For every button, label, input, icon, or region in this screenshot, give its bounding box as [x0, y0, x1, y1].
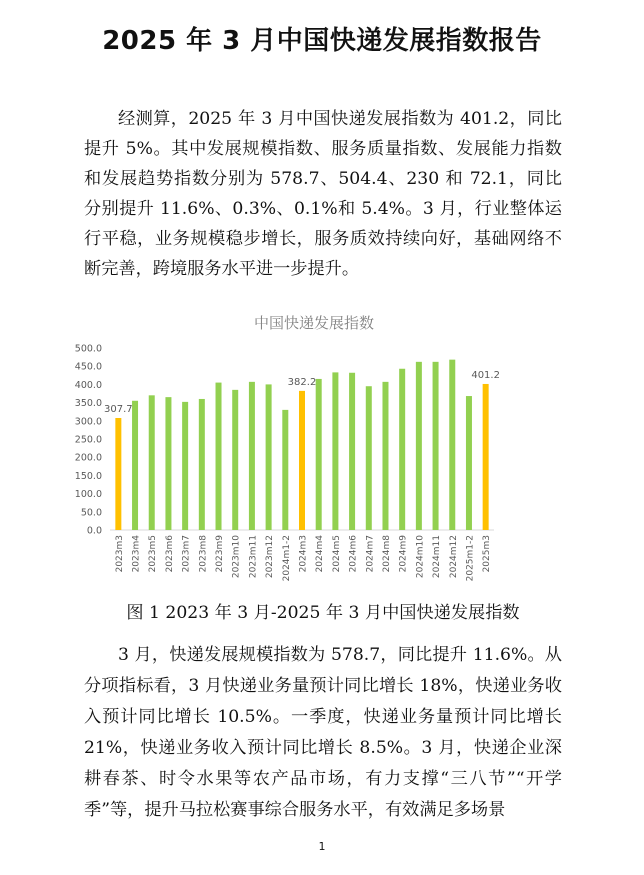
y-tick-label: 50.0 [80, 507, 102, 519]
x-tick-label: 2024m11 [432, 535, 443, 579]
x-tick-label: 2023m3 [114, 535, 125, 573]
y-tick-label: 350.0 [74, 398, 102, 410]
bar-2023m3 [115, 418, 121, 530]
bar-2024m1-2 [282, 410, 288, 530]
y-tick-label: 0.0 [86, 525, 102, 537]
bar-2023m11 [249, 382, 255, 530]
x-tick-label: 2023m8 [198, 535, 209, 573]
page-title: 2025 年 3 月中国快递发展指数报告 [102, 26, 542, 56]
bar-2023m9 [216, 383, 222, 530]
bar-2023m12 [266, 384, 272, 530]
bar-2023m7 [182, 402, 188, 530]
x-tick-label: 2024m3 [298, 535, 309, 573]
bar-2024m8 [382, 382, 388, 530]
x-tick-label: 2025m1-2 [465, 535, 476, 582]
x-tick-label: 2023m7 [181, 535, 192, 573]
x-tick-label: 2024m7 [365, 535, 376, 573]
x-tick-label: 2024m12 [448, 535, 459, 579]
x-tick-label: 2023m12 [265, 535, 276, 579]
y-axis [75, 344, 102, 537]
data-label: 307.7 [104, 403, 133, 415]
y-tick-label: 150.0 [74, 470, 102, 482]
bar-2024m6 [349, 373, 355, 530]
bar-2025m3 [483, 384, 489, 530]
chart-title: 中国快递发展指数 [253, 314, 375, 332]
data-label: 382.2 [287, 376, 317, 388]
x-tick-label: 2023m4 [131, 535, 142, 573]
y-tick-label: 500.0 [74, 343, 102, 355]
bar-2023m10 [232, 390, 238, 530]
bar-2024m7 [366, 386, 372, 530]
scale-index-paragraph: 3 月，快递发展规模指数为 578.7，同比提升 11.6%。从分项指标看，3 月快递业务量预计同比增长 18%，快递业务收入预计同比增长 10.5%。一季度，快递业务量预计同比增长 21%，快递业务收入预计同比增长 8.5%。3 月，快递企业深耕春茶、时令水果等农产品市场，有力支撑“三八节”“开学季”等，提升马拉松赛事综合服务水平，有效满足多场景 [84, 645, 562, 820]
y-tick-label: 250.0 [74, 434, 102, 446]
bar-2024m4 [316, 379, 322, 530]
data-label: 401.2 [471, 369, 500, 381]
x-tick-label: 2023m5 [148, 535, 159, 573]
y-tick-label: 100.0 [74, 489, 102, 501]
x-tick-label: 2024m9 [398, 535, 409, 573]
x-tick-label: 2023m10 [231, 535, 242, 579]
x-tick-label: 2023m6 [164, 535, 175, 573]
x-tick-label: 2024m1-2 [281, 535, 292, 582]
x-tick-label: 2024m4 [315, 535, 326, 573]
bar-2024m12 [449, 360, 455, 530]
x-tick-label: 2024m5 [331, 535, 342, 573]
y-tick-label: 200.0 [74, 452, 102, 464]
x-tick-label: 2023m11 [248, 535, 259, 579]
bar-2024m9 [399, 369, 405, 530]
bar-2023m8 [199, 399, 205, 530]
figure-caption: 图 1 2023 年 3 月-2025 年 3 月中国快递发展指数 [126, 603, 520, 623]
bar-2025m1-2 [466, 396, 472, 530]
intro-paragraph: 经测算，2025 年 3 月中国快递发展指数为 401.2，同比提升 5%。其中发展规模指数、服务质量指数、发展能力指数和发展趋势指数分别为 578.7、504.4、230 和 72.1，同比分别提升 11.6%、0.3%、0.1%和 5.4%。3 月，行业整体运行平稳，业务规模稳步增长，服务质效持续向好，基础网络不断完善，跨境服务水平进一步提升。 [84, 109, 562, 279]
bar-2024m11 [433, 362, 439, 530]
bar-2024m3 [299, 391, 305, 530]
bar-2024m10 [416, 362, 422, 530]
y-tick-label: 300.0 [74, 416, 102, 428]
x-axis [115, 535, 492, 582]
y-tick-label: 450.0 [74, 361, 102, 373]
x-tick-label: 2024m6 [348, 535, 359, 573]
y-tick-label: 400.0 [74, 379, 102, 391]
x-tick-label: 2024m8 [381, 535, 392, 573]
x-tick-label: 2023m9 [215, 535, 226, 573]
x-tick-label: 2025m3 [482, 535, 493, 573]
bar-2023m4 [132, 401, 138, 530]
express-index-bar-chart [66, 308, 516, 590]
page-number: 1 [318, 840, 326, 853]
bar-2023m5 [149, 395, 155, 530]
bar-2024m5 [332, 372, 338, 530]
x-tick-label: 2024m10 [415, 535, 426, 579]
bar-2023m6 [165, 397, 171, 530]
